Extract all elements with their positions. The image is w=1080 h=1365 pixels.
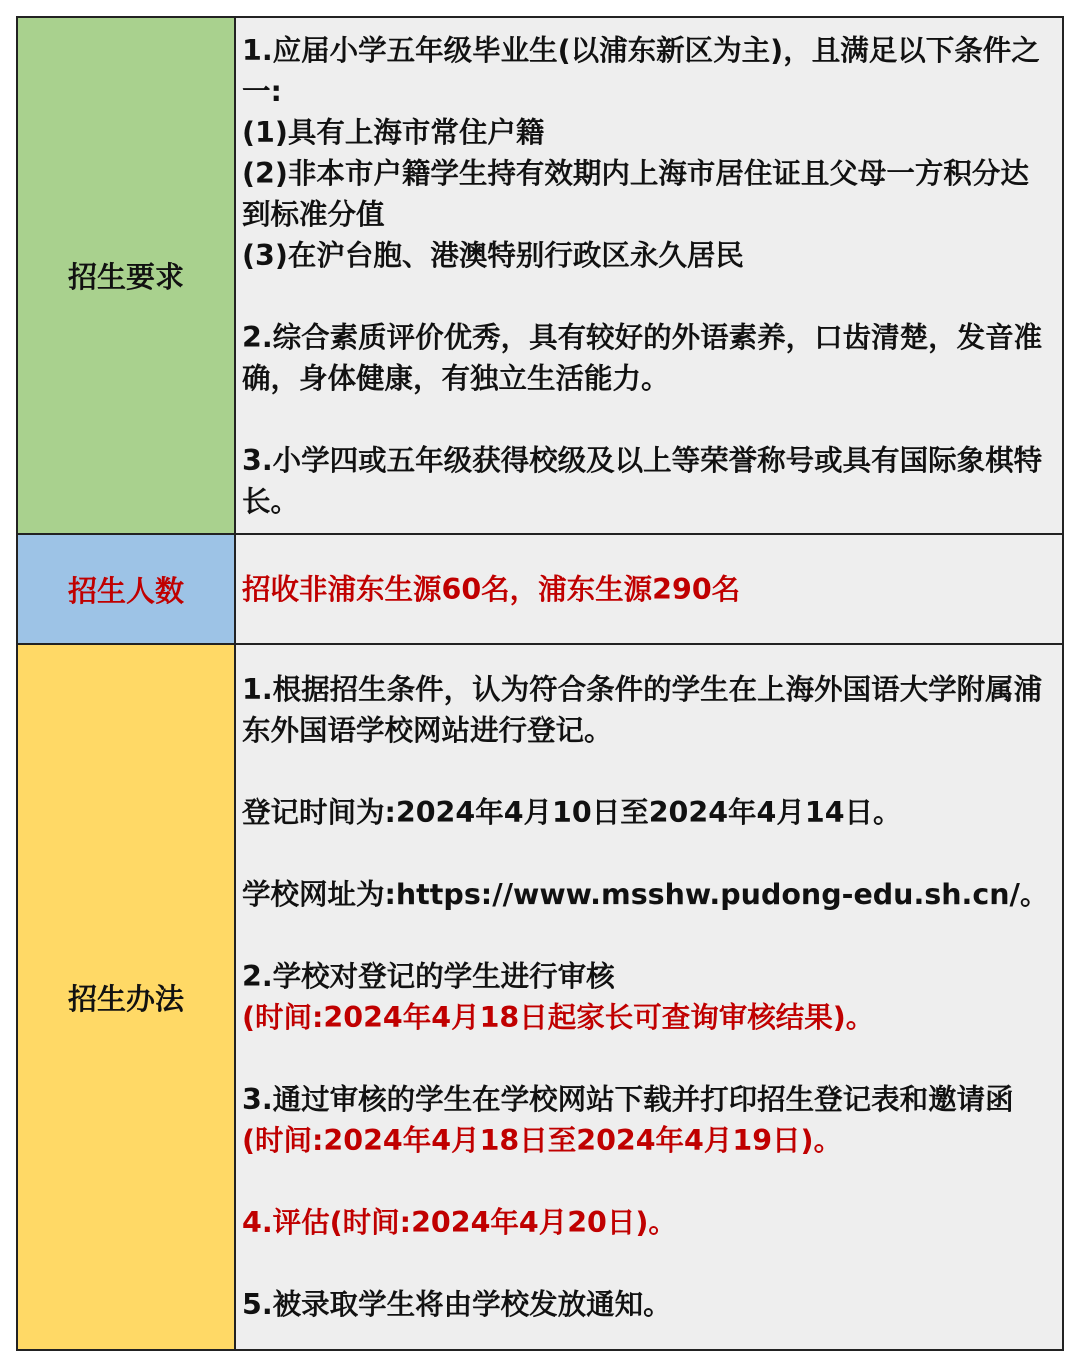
requirement-1c: (3)在沪台胞、港澳特别行政区永久居民 <box>242 238 744 272</box>
method-4: 4.评估(时间:2024年4月20日)。 <box>242 1206 677 1239</box>
requirement-1a: (1)具有上海市常住户籍 <box>242 115 545 149</box>
quota-text: 招收非浦东生源60名，浦东生源290名 <box>242 572 741 606</box>
method-3-text: 3.通过审核的学生在学校网站下载并打印招生登记表和邀请函 <box>242 1083 1014 1116</box>
content-requirements <box>235 17 1063 534</box>
row-method <box>17 644 1063 1350</box>
method-5: 5.被录取学生将由学校发放通知。 <box>242 1288 672 1321</box>
method-1: 1.根据招生条件，认为符合条件的学生在上海外国语大学附属浦东外国语学校网站进行登记。 <box>242 673 1043 747</box>
admission-table <box>16 16 1064 1351</box>
label-requirements: 招生要求 <box>17 17 235 534</box>
label-quota: 招生人数 <box>17 534 235 644</box>
method-2: 2.学校对登记的学生进行审核 <box>242 960 615 993</box>
row-requirements <box>17 17 1063 534</box>
method-3 <box>242 1079 1054 1161</box>
requirement-1b: (2)非本市户籍学生持有效期内上海市居住证且父母一方积分达到标准分值 <box>242 156 1029 231</box>
label-method: 招生办法 <box>17 644 235 1350</box>
content-method <box>235 644 1063 1350</box>
requirement-1: 1.应届小学五年级毕业生(以浦东新区为主)，且满足以下条件之一: <box>242 33 1040 108</box>
method-1-time: 登记时间为:2024年4月10日至2024年4月14日。 <box>242 796 902 829</box>
method-2-time: (时间:2024年4月18日起家长可查询审核结果)。 <box>242 1001 875 1034</box>
row-quota <box>17 534 1063 644</box>
content-quota <box>235 534 1063 644</box>
method-3-time: (时间:2024年4月18日至2024年4月19日)。 <box>242 1124 843 1157</box>
requirement-3: 3.小学四或五年级获得校级及以上等荣誉称号或具有国际象棋特长。 <box>242 443 1043 518</box>
requirement-2: 2.综合素质评价优秀，具有较好的外语素养，口齿清楚，发音准确，身体健康，有独立生活能力。 <box>242 320 1043 395</box>
method-1-site: 学校网址为:https://www.msshw.pudong-edu.sh.cn/。 <box>242 878 1049 911</box>
